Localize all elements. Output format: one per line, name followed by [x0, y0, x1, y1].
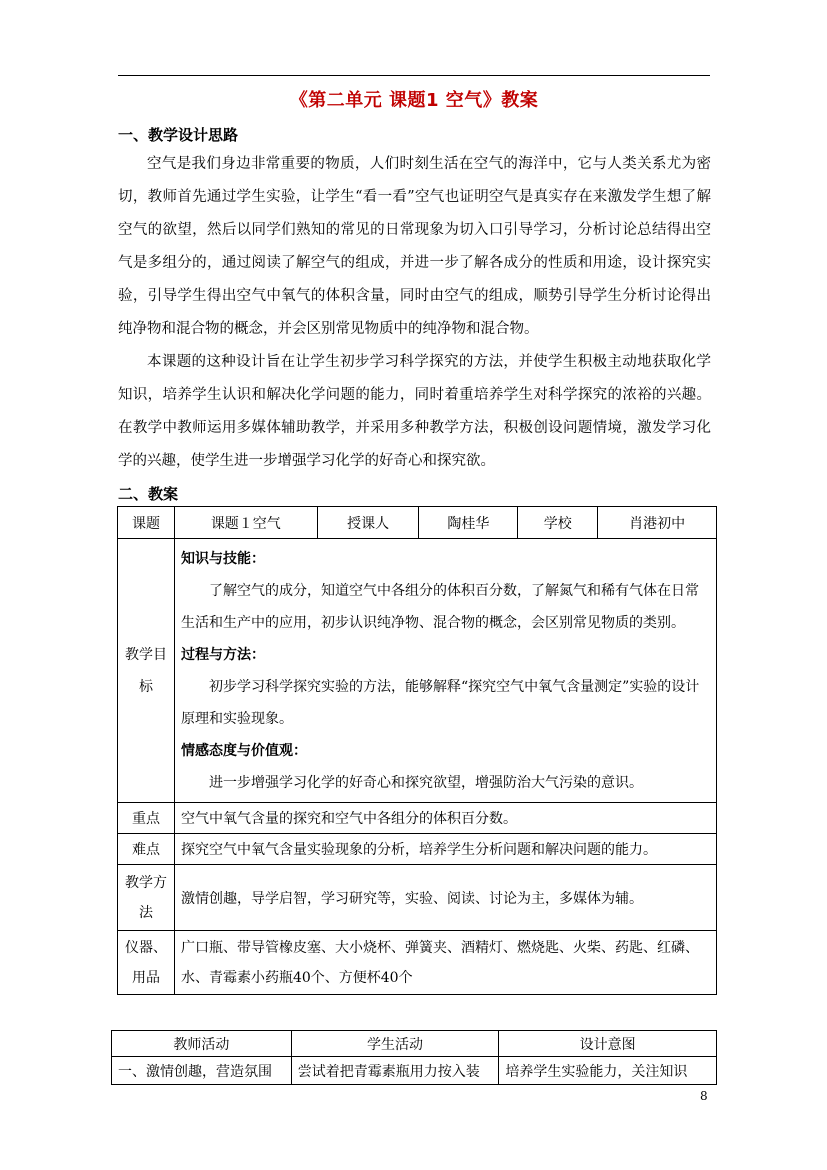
design-paragraph-2: 本课题的这种设计旨在让学生初步学习科学探究的方法，并使学生积极主动地获取化学知识，培养学生认识和解决化学问题的能力，同时着重培养学生对科学探究的浓裕的兴趣。在教学中教师运用多媒体辅助教学，并采用多种教学方法，积极创设问题情境，激发学习化学的兴趣，使学生进一步增强学习化学的好奇心和探究欲。	[118, 354, 711, 469]
cell-topic-label: 课题	[118, 507, 175, 539]
header-teacher-activity: 教师活动	[112, 1031, 292, 1057]
activity-table	[111, 1030, 717, 1085]
cell-teacher-value: 陶桂华	[419, 507, 518, 539]
goal-knowledge-text: 了解空气的成分，知道空气中各组分的体积百分数，了解氮气和稀有气体在日常生活和生产中的应用，初步认识纯净物、混合物的概念，会区别常见物质的类别。	[180, 582, 699, 631]
cell-topic-value: 课题１空气	[174, 507, 317, 539]
header-student-activity: 学生活动	[291, 1031, 499, 1057]
cell-goals-content	[174, 539, 716, 803]
lesson-plan-table	[117, 506, 717, 995]
cell-school-value: 肖港初中	[598, 507, 717, 539]
cell-difficulty-text: 探究空气中氧气含量实验现象的分析，培养学生分析问题和解决问题的能力。	[174, 834, 716, 865]
section-heading-plan: 二、教案	[118, 485, 179, 503]
cell-method-text: 激情创趣，导学启智，学习研究等，实验、阅读、讨论为主，多媒体为辅。	[174, 865, 716, 931]
cell-equipment-text: 广口瓶、带导管橡皮塞、大小烧杯、弹簧夹、酒精灯、燃烧匙、火柴、药匙、红磷、水、青霉素小药瓶40个、方便杯40个	[174, 931, 716, 995]
cell-method-label: 教学方法	[118, 865, 175, 931]
page-title: 《第二单元 课题1 空气》教案	[289, 90, 539, 111]
section-heading-design: 一、教学设计思路	[118, 126, 239, 144]
cell-teacher-label: 授课人	[317, 507, 419, 539]
cell-design-intent: 培养学生实验能力，关注知识	[499, 1057, 717, 1085]
design-paragraph-1: 空气是我们身边非常重要的物质，人们时刻生活在空气的海洋中，它与人类关系尤为密切，教师首先通过学生实验，让学生“看一看”空气也证明空气是真实存在来激发学生想了解空气的欲望，然后以同学们熟知的常见的日常现象为切入口引导学习，分析讨论总结得出空气是多组分的，通过阅读了解空气的组成，并进一步了解各成分的性质和用途，设计探究实验，引导学生得出空气中氧气的体积含量，同时由空气的组成，顺势引导学生分析讨论得出纯净物和混合物的概念，并会区别常见物质中的纯净物和混合物。	[118, 156, 711, 337]
header-design-intent: 设计意图	[499, 1031, 717, 1057]
goal-knowledge-heading: 知识与技能：	[180, 550, 265, 567]
cell-key-label: 重点	[118, 803, 175, 834]
header-rule	[118, 75, 710, 76]
cell-goals-label: 教学目标	[118, 539, 175, 803]
cell-school-label: 学校	[518, 507, 598, 539]
cell-key-text: 空气中氧气含量的探究和空气中各组分的体积百分数。	[174, 803, 716, 834]
cell-equipment-label: 仪器、用品	[118, 931, 175, 995]
page-number: 8	[700, 1089, 708, 1103]
cell-difficulty-label: 难点	[118, 834, 175, 865]
goal-emotion-text: 进一步增强学习化学的好奇心和探究欲望，增强防治大气污染的意识。	[208, 774, 643, 791]
goal-process-heading: 过程与方法：	[180, 646, 265, 663]
cell-teacher-activity: 一、激情创趣，营造氛围	[112, 1057, 292, 1085]
goal-process-text: 初步学习科学探究实验的方法，能够解释“探究空气中氧气含量测定”实验的设计原理和实验现象。	[180, 678, 700, 727]
goal-emotion-heading: 情感态度与价值观：	[180, 742, 307, 759]
cell-student-activity: 尝试着把青霉素瓶用力按入装	[291, 1057, 499, 1085]
